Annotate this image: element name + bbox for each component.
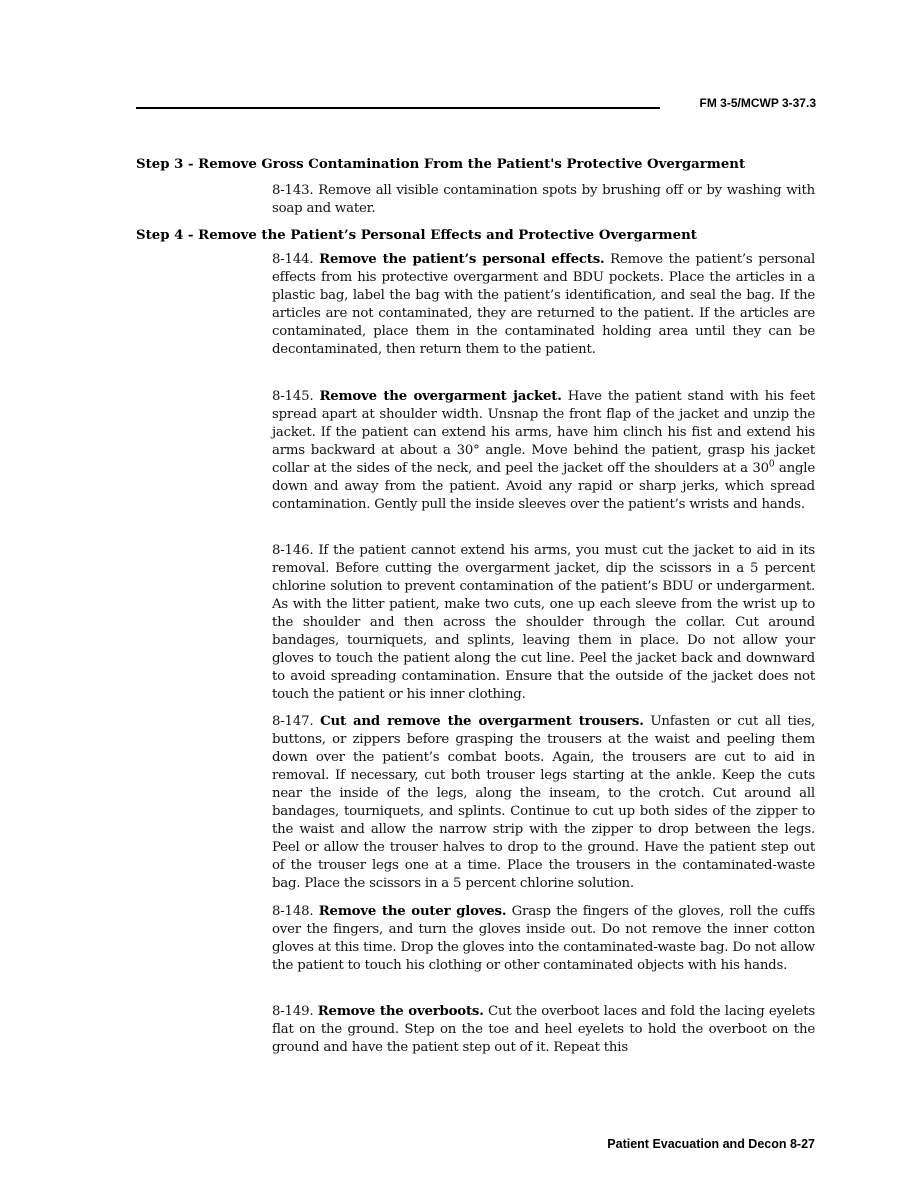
paragraph-title: Remove the overgarment jacket.: [319, 389, 562, 404]
paragraph-text: Grasp the fingers of the gloves, roll the cuffs over the fingers, and turn the gloves inside out. Do not remove the inner cotton gloves at this time. Drop the gloves into the contaminated-waste bag. Do not allow the patient to touch his clothing or other contaminated objects with his hands.: [272, 904, 816, 973]
page-footer: Patient Evacuation and Decon 8-27: [607, 1137, 815, 1151]
paragraph-text: Remove the patient’s personal effects from his protective overgarment and BDU pockets. Place the articles in a plastic bag, label the bag with the patient’s identification, and seal the bag. If the articles are not contaminated, they are returned to the patient. If the articles are contaminated, place them in the contaminated holding area until they can be decontaminated, then return them to the patient.: [272, 252, 816, 357]
paragraph-number: 8-147.: [272, 714, 314, 729]
paragraph-title: Remove the outer gloves.: [318, 904, 507, 919]
paragraph-text: Cut the overboot laces and fold the lacing eyelets flat on the ground. Step on the toe and heel eyelets to hold the overboot on the ground and have the patient step out of it. Repeat this: [272, 1004, 815, 1055]
paragraph-text: Have the patient stand with his feet spread apart at shoulder width. Unsnap the front flap of the jacket and unzip the jacket. If the patient can extend his arms, have him clinch his fist and extend his arms backward at about a 30° angle. Move behind the patient, grasp his jacket collar at the sides of the neck, and peel the jacket off the shoulders at a 30: [272, 389, 816, 476]
paragraph-text-cont: angle down and away from the patient. Avoid any rapid or sharp jerks, which spread contamination. Gently pull the inside sleeves over the patient’s wrists and hands.: [272, 461, 816, 512]
superscript-zero: 0: [768, 459, 775, 470]
paragraph-title: Cut and remove the overgarment trousers.: [320, 714, 644, 729]
paragraph-8-146: 8-146. If the patient cannot extend his arms, you must cut the jacket to aid in its removal. Before cutting the overgarment jacket, dip the scissors in a 5 percent chlorine solution to prevent contamination of the patient’s BDU or undergarment. As with the litter patient, make two cuts, one up each sleeve from the wrist up to the shoulder and then across the shoulder through the collar. Cut around bandages, tourniquets, and splints, leaving them in place. Do not allow your gloves to touch the patient along the cut line. Peel the jacket back and downward to avoid spreading contamination. Ensure that the outside of the jacket does not touch the patient or his inner clothing.: [272, 543, 815, 702]
paragraph-8-149: [272, 1003, 815, 1057]
paragraph-8-147: [272, 713, 815, 893]
header-rule: [136, 107, 660, 109]
paragraph-title: Remove the overboots.: [317, 1004, 484, 1019]
document-id: FM 3-5/MCWP 3-37.3: [699, 96, 816, 110]
paragraph-number: 8-145.: [272, 389, 314, 404]
paragraph-number: 8-144.: [272, 252, 314, 267]
paragraph-8-148: [272, 903, 815, 975]
paragraph-number: 8-148.: [272, 904, 314, 919]
paragraph-8-143: 8-143. Remove all visible contamination spots by brushing off or by washing with soap and water.: [272, 183, 815, 216]
paragraph-8-145: [272, 388, 815, 514]
paragraph-8-144: [272, 251, 815, 359]
paragraph-title: Remove the patient’s personal effects.: [319, 252, 605, 267]
step-3-heading: Step 3 - Remove Gross Contamination From the Patient's Protective Overgarment: [136, 157, 746, 172]
paragraph-text: Unfasten or cut all ties, buttons, or zippers before grasping the trousers at the waist and peeling them down over the patient’s combat boots. Again, the trousers are cut to aid in removal. If necessary, cut both trouser legs starting at the ankle. Keep the cuts near the inside of the legs, along the inseam, to the crotch. Cut around all bandages, tourniquets, and splints. Continue to cut up both sides of the zipper to the waist and allow the narrow strip with the zipper to drop between the legs. Peel or allow the trouser halves to drop to the ground. Have the patient step out of the trouser legs one at a time. Place the trousers in the contaminated-waste bag. Place the scissors in a 5 percent chlorine solution.: [272, 714, 815, 891]
step-4-heading: Step 4 - Remove the Patient’s Personal Effects and Protective Overgarment: [136, 228, 697, 243]
paragraph-number: 8-149.: [272, 1004, 314, 1019]
